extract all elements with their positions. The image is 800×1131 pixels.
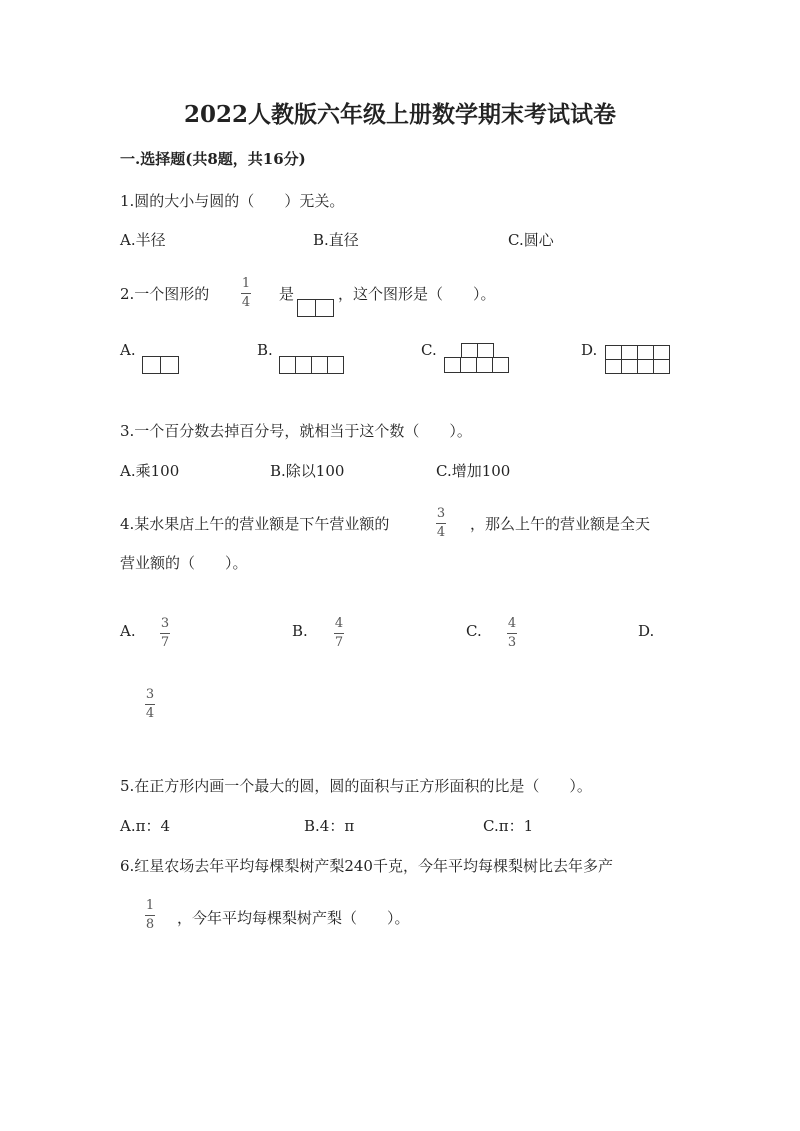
fraction-bar (160, 633, 170, 634)
fraction-bar (241, 293, 251, 294)
q2-fraction (241, 277, 251, 310)
numerator: 4 (334, 616, 344, 631)
denominator: 4 (145, 706, 155, 721)
q2-option-b-figure (279, 356, 344, 374)
q5-option-a: A.π：4 (120, 817, 171, 835)
page-title: 2022人教版六年级上册数学期末考试试卷 (183, 101, 616, 128)
question-6-line-2: ，今年平均每棵梨树产梨（ ）。 (177, 909, 410, 927)
denominator: 7 (160, 635, 170, 650)
q2-shape-figure (297, 299, 334, 317)
q2-option-b: B. (257, 341, 273, 359)
q4-fraction-numerator: 3 (436, 506, 446, 521)
q2-option-c: C. (421, 341, 437, 359)
q4-option-b-fraction (334, 617, 344, 650)
q6-fraction (145, 899, 155, 932)
denominator: 7 (334, 635, 344, 650)
question-6-line-1: 6.红星农场去年平均每棵梨树产梨240千克，今年平均每棵梨树比去年多产 (120, 857, 613, 875)
question-2-prefix: 2.一个图形的 (120, 285, 210, 303)
q1-option-b: B.直径 (313, 231, 359, 249)
q3-option-a: A.乘100 (120, 462, 180, 480)
question-2-suffix: ，这个图形是（ ）。 (338, 285, 496, 303)
question-3: 3.一个百分数去掉百分号，就相当于这个数（ ）。 (120, 422, 472, 440)
q3-option-b: B.除以100 (270, 462, 345, 480)
q4-fraction-denominator: 4 (436, 525, 446, 540)
q1-option-c: C.圆心 (508, 231, 554, 249)
question-4-suffix: ，那么上午的营业额是全天 (470, 515, 651, 533)
numerator: 3 (160, 616, 170, 631)
q4-option-a: A. (120, 622, 136, 640)
q4-option-b: B. (292, 622, 308, 640)
fraction-bar (436, 523, 446, 524)
question-4-prefix: 4.某水果店上午的营业额是下午营业额的 (120, 515, 390, 533)
question-4-line-2: 营业额的（ ）。 (120, 554, 248, 572)
fraction-bar (145, 915, 155, 916)
numerator: 3 (145, 687, 155, 702)
q2-fraction-denominator: 4 (241, 295, 251, 310)
q6-fraction-denominator: 8 (145, 917, 155, 932)
q6-fraction-numerator: 1 (145, 898, 155, 913)
q2-option-d-figure (605, 345, 670, 374)
section-heading: 一.选择题(共8题，共16分) (120, 150, 306, 168)
q5-option-c: C.π：1 (483, 817, 534, 835)
q2-option-a-figure (142, 356, 179, 374)
question-1: 1.圆的大小与圆的（ ）无关。 (120, 192, 345, 210)
q4-option-c-fraction (507, 617, 517, 650)
q2-option-a: A. (120, 341, 136, 359)
q1-option-a: A.半径 (120, 231, 166, 249)
numerator: 4 (507, 616, 517, 631)
question-2-mid: 是 (279, 285, 295, 303)
q2-option-d: D. (581, 341, 598, 359)
q5-option-b: B.4：π (304, 817, 355, 835)
q2-fraction-numerator: 1 (241, 276, 251, 291)
q3-option-c: C.增加100 (436, 462, 511, 480)
q4-option-d: D. (638, 622, 655, 640)
fraction-bar (507, 633, 517, 634)
q4-fraction (436, 507, 446, 540)
q4-option-d-fraction (145, 688, 155, 721)
q4-option-c: C. (466, 622, 482, 640)
denominator: 3 (507, 635, 517, 650)
fraction-bar (145, 704, 155, 705)
q4-option-a-fraction (160, 617, 170, 650)
fraction-bar (334, 633, 344, 634)
question-5: 5.在正方形内画一个最大的圆，圆的面积与正方形面积的比是（ ）。 (120, 777, 592, 795)
